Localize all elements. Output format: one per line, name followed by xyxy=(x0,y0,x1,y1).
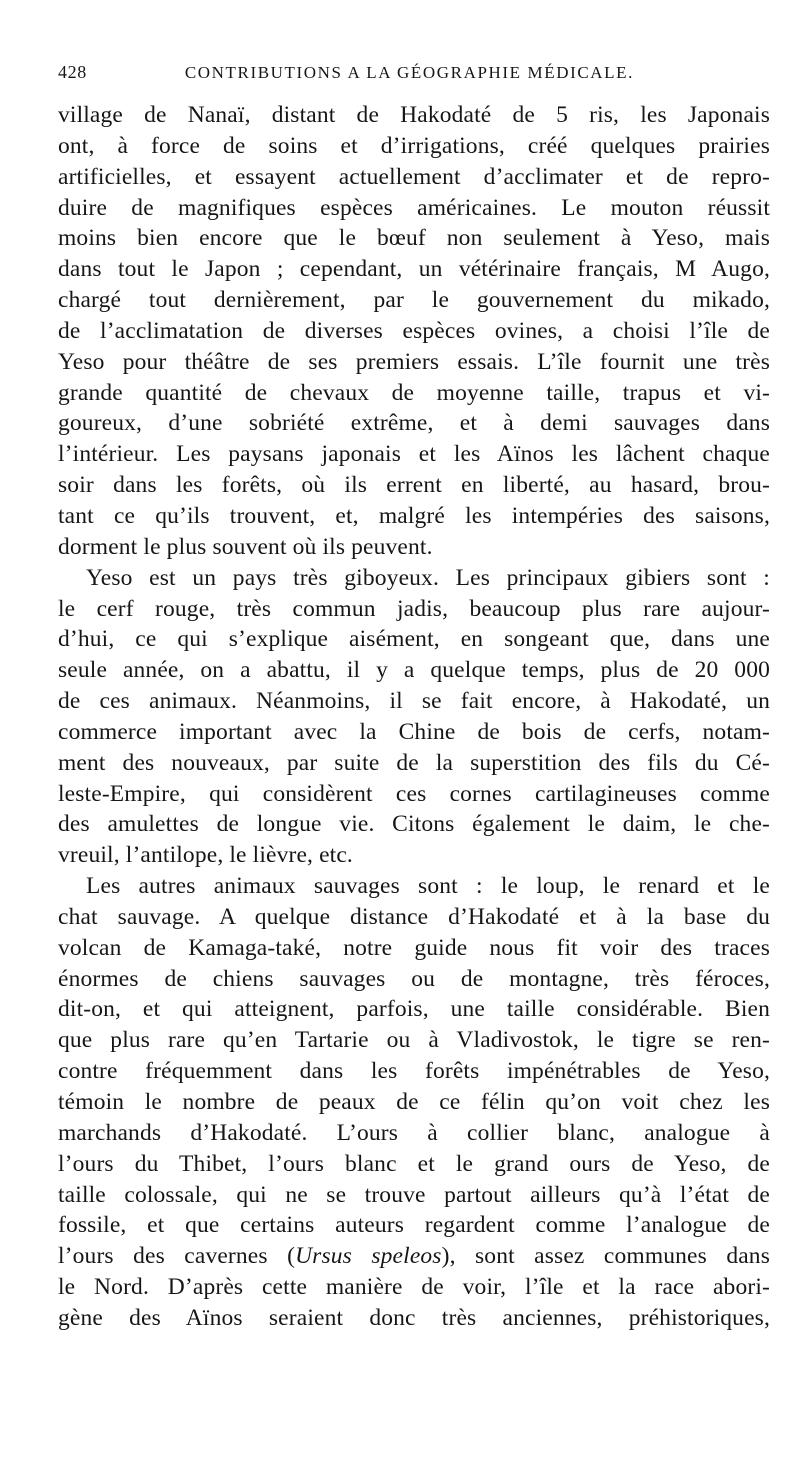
text-line-with-italic xyxy=(58,1241,770,1272)
text-line: duire de magnifiques espèces américaines. Le mouton réussit xyxy=(58,194,770,221)
text-line: dorment le plus souvent où ils peuvent. xyxy=(58,533,433,560)
text-line: chat sauvage. A quelque distance d’Hakodaté et à la base du xyxy=(58,903,770,930)
text-line: l’intérieur. Les paysans japonais et les Aïnos les lâchent chaque xyxy=(58,441,770,468)
text-line: des amulettes de longue vie. Citons également le daim, le che- xyxy=(58,811,770,838)
text-line: grande quantité de chevaux de moyenne taille, trapus et vi- xyxy=(58,379,770,406)
text-line: le cerf rouge, très commun jadis, beaucoup plus rare aujour- xyxy=(58,595,770,622)
italic-species-name: Ursus speleos xyxy=(295,1243,442,1270)
text-line: ont, à force de soins et d’irrigations, créé quelques prairies xyxy=(58,132,770,159)
text-line: dit-on, et qui atteignent, parfois, une taille considérable. Bien xyxy=(58,996,770,1023)
text-line: village de Nanaï, distant de Hakodaté de 5 ris, les Japonais xyxy=(58,102,770,128)
text-line: volcan de Kamaga-také, notre guide nous fit voir des traces xyxy=(58,934,770,961)
text-line: Yeso est un pays très giboyeux. Les principaux gibiers sont : xyxy=(86,564,770,591)
text-line: dans tout le Japon ; cependant, un vétérinaire français, M Augo, xyxy=(58,256,770,283)
text-line: gène des Aïnos seraient donc très anciennes, préhistoriques, xyxy=(58,1304,770,1331)
text-line: ment des nouveaux, par suite de la superstition des fils du Cé- xyxy=(58,749,770,776)
text-line: le Nord. D’après cette manière de voir, l’île et la race abori- xyxy=(58,1274,770,1301)
text-line: artificielles, et essayent actuellement d’acclimater et de repro- xyxy=(58,163,770,190)
text-line: contre fréquemment dans les forêts impénétrables de Yeso, xyxy=(58,1058,770,1085)
text-segment: l’ours des cavernes ( xyxy=(58,1243,296,1270)
page-number: 428 xyxy=(58,62,87,82)
text-line: seule année, on a abattu, il y a quelque temps, plus de 20 000 xyxy=(58,657,770,684)
text-line: tant ce qu’ils trouvent, et, malgré les intempéries des saisons, xyxy=(58,502,770,529)
text-line: de ces animaux. Néanmoins, il se fait encore, à Hakodaté, un xyxy=(58,688,770,715)
text-segment: ), sont assez communes dans xyxy=(441,1243,770,1270)
running-head xyxy=(58,62,770,90)
text-line: commerce important avec la Chine de bois de cerfs, notam- xyxy=(58,718,770,745)
text-line: moins bien encore que le bœuf non seulement à Yeso, mais xyxy=(58,225,770,252)
text-line: goureux, d’une sobriété extrême, et à demi sauvages dans xyxy=(58,410,770,437)
text-line: vreuil, l’antilope, le lièvre, etc. xyxy=(58,842,353,869)
text-line: l’ours du Thibet, l’ours blanc et le grand ours de Yeso, de xyxy=(58,1150,770,1177)
text-line: marchands d’Hakodaté. L’ours à collier blanc, analogue à xyxy=(58,1119,770,1146)
text-line: leste-Empire, qui considèrent ces cornes cartilagineuses comme xyxy=(58,780,770,807)
text-line: que plus rare qu’en Tartarie ou à Vladivostok, le tigre se ren- xyxy=(58,1027,770,1054)
running-title: CONTRIBUTIONS A LA GÉOGRAPHIE MÉDICALE. xyxy=(184,63,634,82)
text-line: soir dans les forêts, où ils errent en liberté, au hasard, brou- xyxy=(58,472,770,499)
text-line: énormes de chiens sauvages ou de montagne, très féroces, xyxy=(58,965,770,992)
text-line: taille colossale, qui ne se trouve partout ailleurs qu’à l’état de xyxy=(58,1181,770,1208)
text-line: Les autres animaux sauvages sont : le loup, le renard et le xyxy=(86,873,770,900)
body-text xyxy=(58,100,770,1334)
text-line: fossile, et que certains auteurs regardent comme l’analogue de xyxy=(58,1212,770,1239)
text-line: chargé tout dernièrement, par le gouvernement du mikado, xyxy=(58,287,770,314)
text-line: d’hui, ce qui s’explique aisément, en songeant que, dans une xyxy=(58,626,770,653)
text-line: témoin le nombre de peaux de ce félin qu’on voit chez les xyxy=(58,1089,770,1115)
text-line: Yeso pour théâtre de ses premiers essais. L’île fournit une très xyxy=(58,348,770,375)
text-line: de l’acclimatation de diverses espèces ovines, a choisi l’île de xyxy=(58,317,770,344)
